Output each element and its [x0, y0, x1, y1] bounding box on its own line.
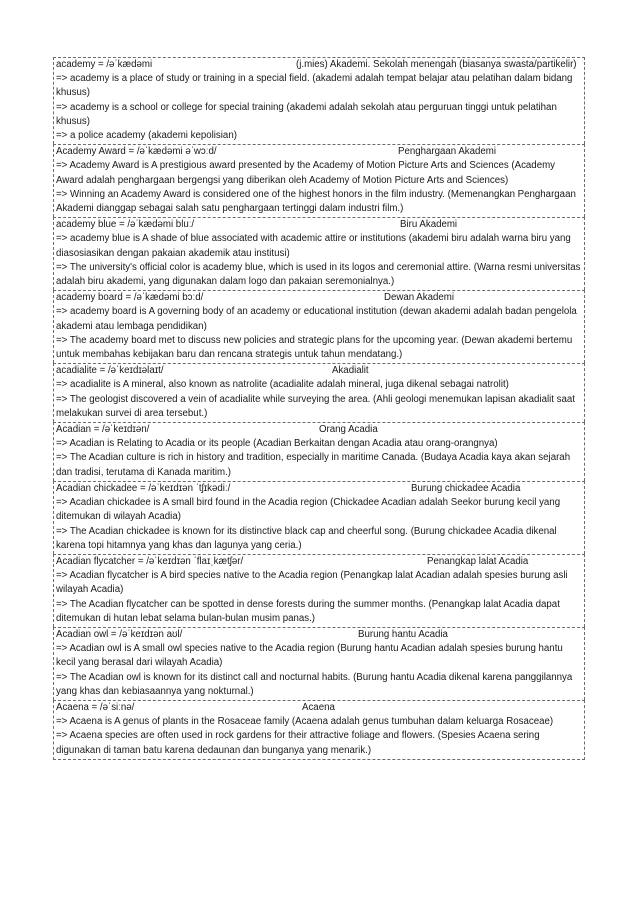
entry-term: academy = /əˈkædəmi [56, 59, 153, 70]
entry-line: => Acadian owl is A small owl species native to the Acadia region (Burung hantu Acadian adalah spesies burung hantu kecil yang berasal dari wilayah Acadia) [56, 643, 563, 669]
glossary-entry [53, 57, 585, 144]
entry-line: => The Acadian flycatcher can be spotted in dense forests during the summer months. (Penangkap lalat Acadia dapat ditemukan di hutan lebat selama bulan-bulan musim panas.) [56, 598, 560, 624]
entry-line: => Acaena species are often used in rock gardens for their attractive foliage and flowers. (Spesies Acaena sering digunakan di taman batu karena dedaunan dan bunganya yang menarik.) [56, 730, 540, 756]
entry-term: Acadian flycatcher = /əˈkeɪdɪən ˈflaɪˌkætʃər/ [56, 555, 244, 567]
entry-header [56, 58, 581, 72]
entry-term: academy board = /əˈkædəmi bɔːd/ [56, 292, 204, 304]
entry-line: => academy blue is A shade of blue associated with academic attire or institutions (akademi biru adalah warna biru yang diasosiasikan dengan pakaian akademik atau institusi) [56, 233, 571, 259]
entry-translation: Akadialit [332, 365, 369, 377]
entry-term: acadialite = /əˈkeɪdɪəlaɪt/ [56, 365, 164, 377]
entry-line: => The geologist discovered a vein of acadialite while surveying the area. (Ahli geologi menemukan lapisan akadialit saat melakukan survei di area tersebut.) [56, 393, 575, 419]
entry-translation: Burung chickadee Acadia [411, 482, 521, 494]
entry-term: Acaena = /əˈsiːnə/ [56, 701, 135, 713]
entry-translation: Penghargaan Akademi [398, 146, 497, 158]
entry-header [56, 364, 581, 378]
entry-header [56, 555, 581, 569]
entry-line: => Acadian flycatcher is A bird species native to the Acadia region (Penangkap lalat Acadian adalah spesies burung asli wilayah Acadia) [56, 570, 568, 596]
glossary-entry [53, 627, 585, 700]
entry-header [56, 145, 581, 159]
entry-term: Acadian chickadee = /əˈkeɪdɪən ˈtʃɪkədiː/ [56, 482, 231, 494]
entry-term: Acadian owl = /əˈkeɪdɪən aʊl/ [56, 628, 183, 640]
entry-line: => academy board is A governing body of an academy or educational institution (dewan akademi adalah badan pengelola akademi atau lembaga pendidikan) [56, 306, 577, 332]
entry-term: Academy Award = /əˈkædəmi əˈwɔːd/ [56, 146, 217, 158]
entry-translation: Penangkap lalat Acadia [427, 555, 529, 567]
glossary-page [53, 57, 585, 760]
entry-header [56, 218, 581, 232]
entry-header [56, 628, 581, 642]
entry-term: Acadian = /əˈkeɪdɪən/ [56, 424, 150, 436]
entry-translation: Acaena [302, 701, 335, 713]
entry-line: => Acaena is A genus of plants in the Rosaceae family (Acaena adalah genus tumbuhan dalam keluarga Rosaceae) [56, 716, 554, 728]
glossary-entry [53, 144, 585, 217]
entry-header [56, 423, 581, 437]
entry-translation: (j.mies) Akademi. Sekolah menengah (biasanya swasta/partikelir) [296, 59, 577, 70]
entry-term: academy blue = /əˈkædəmi bluː/ [56, 219, 195, 231]
entry-line: => Acadian is Relating to Acadia or its people (Acadian Berkaitan dengan Acadia atau orang-orangnya) [56, 438, 498, 450]
entry-line: => The Acadian chickadee is known for its distinctive black cap and cheerful song. (Burung chickadee Acadia dikenal karena topi hitamnya yang khas dan lagunya yang ceria.) [56, 525, 557, 551]
entry-line: => The university's official color is academy blue, which is used in its logos and ceremonial attire. (Warna resmi universitas adalah biru akademi, yang digunakan dalam logo dan pakaian seremonialnya.) [56, 261, 581, 288]
entry-line: => academy is a school or college for special training (akademi adalah sekolah atau perguruan tinggi untuk pelatihan khusus) [56, 101, 557, 127]
entry-line: => Winning an Academy Award is considered one of the highest honors in the film industry. (Memenangkan Penghargaan Akademi dianggap sebagai salah satu penghargaan tertinggi dalam industri film.) [56, 188, 576, 215]
glossary-entry [53, 363, 585, 422]
entry-line: => Academy Award is A prestigious award presented by the Academy of Motion Picture Arts and Sciences (Academy Award adalah penghargaan bergengsi yang diberikan oleh Academy of Motion Picture Arts and Sciences) [56, 160, 555, 186]
entry-header [56, 291, 581, 305]
entry-line: => The academy board met to discuss new policies and strategic plans for the upcoming year. (Dewan akademi bertemu untuk membahas kebijakan baru dan rencana strategis untuk tahun mendatang.) [56, 334, 573, 361]
glossary-entry [53, 217, 585, 290]
glossary-entry [53, 481, 585, 554]
glossary-entry [53, 700, 585, 760]
entry-header [56, 701, 581, 715]
entry-line: => acadialite is A mineral, also known as natrolite (acadialite adalah mineral, juga dikenal sebagai natrolit) [56, 379, 509, 391]
entry-line: => The Acadian owl is known for its distinct call and nocturnal habits. (Burung hantu Acadia dikenal karena panggilannya yang khas dan kebiasaannya yang nokturnal.) [56, 671, 573, 697]
glossary-entry [53, 422, 585, 481]
entry-line: => Acadian chickadee is A small bird found in the Acadia region (Chickadee Acadian adalah Seekor burung kecil yang ditemukan di wilayah Acadia) [56, 497, 561, 523]
entry-line: => The Acadian culture is rich in history and tradition, especially in maritime Canada. (Budaya Acadia kaya akan sejarah dan tradisi, terutama di Kanada maritim.) [56, 452, 571, 478]
entry-header [56, 482, 581, 496]
entry-translation: Biru Akademi [400, 219, 458, 231]
glossary-entry [53, 554, 585, 627]
entry-translation: Orang Acadia [319, 424, 378, 436]
entry-line: => a police academy (akademi kepolisian) [56, 130, 237, 142]
entry-translation: Burung hantu Acadia [358, 628, 448, 640]
glossary-entry [53, 290, 585, 363]
entry-line: => academy is a place of study or training in a special field. (akademi adalah tempat belajar atau pelatihan dalam bidang khusus) [56, 73, 573, 99]
entry-translation: Dewan Akademi [384, 292, 455, 304]
